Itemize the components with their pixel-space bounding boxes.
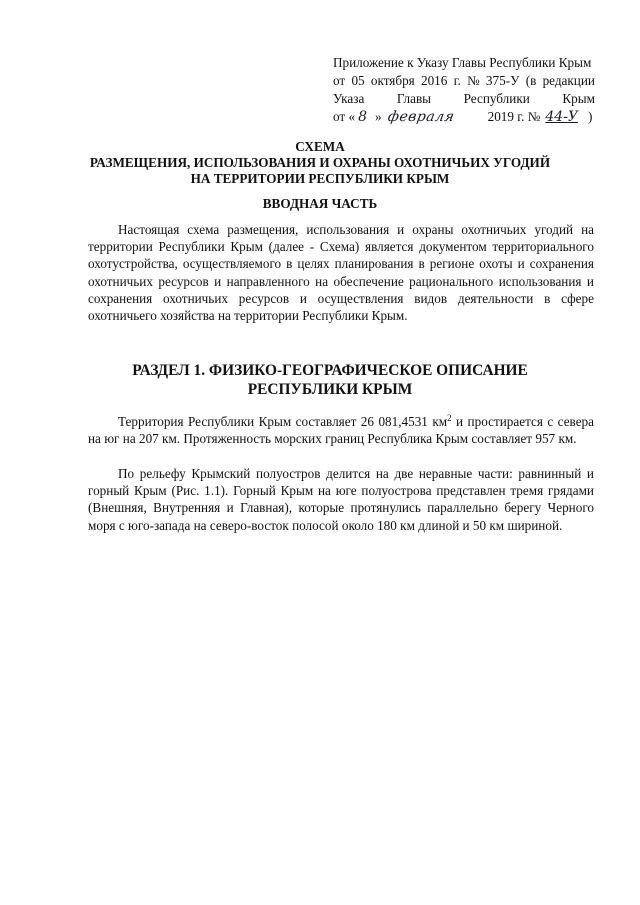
annex-date-prefix: от « [333, 109, 356, 124]
section-1-paragraph-1 [88, 413, 594, 447]
annex-word: Главы [396, 91, 432, 106]
annex-word: Республики [463, 91, 530, 106]
title-line-3: НА ТЕРРИТОРИИ РЕСПУБЛИКИ КРЫМ [190, 171, 450, 186]
annex-word: Указа [333, 91, 365, 106]
annex-line-4 [333, 108, 595, 126]
annex-header [333, 54, 595, 126]
section-1-heading [60, 361, 600, 399]
annex-date-suffix: ) [588, 109, 593, 124]
annex-year-number: 2019 г. № [487, 109, 541, 124]
section-1-heading-line-2: РЕСПУБЛИКИ КРЫМ [247, 381, 413, 398]
km-squared-superscript: 2 [447, 413, 452, 423]
annex-word: от [333, 73, 346, 88]
annex-word: октября [370, 73, 415, 88]
handwritten-day: 8 [358, 109, 367, 125]
title-line-2: РАЗМЕЩЕНИЯ, ИСПОЛЬЗОВАНИЯ И ОХРАНЫ ОХОТНИЧЬИХ УГОДИЙ [89, 155, 551, 170]
annex-word: 2016 [420, 73, 448, 88]
title-line-1: СХЕМА [295, 139, 345, 154]
paragraph-1-text-end: и простирается с севера на юг на 207 км. Протяженность морских границ Республика Крым составляет 957 км. [88, 414, 594, 447]
annex-word: редакции [542, 73, 595, 88]
intro-heading: ВВОДНАЯ ЧАСТЬ [262, 196, 378, 211]
annex-date-mid: » [375, 109, 382, 124]
annex-line-1 [333, 54, 595, 72]
paragraph-1-text: Территория Республики Крым составляет 26 081,4531 км [118, 414, 448, 429]
annex-word: г. [453, 73, 461, 88]
annex-word: (в [525, 73, 537, 88]
intro-paragraph-text: Настоящая схема размещения, использования и охраны охотничьих угодий на территории Республики Крым (далее - Схема) является документом территориального охотустройства, осуществляемого в целях планирования в регионе охоты и сохранения охотничьих ресурсов и направленного на обеспечение рационального использования и сохранения охотничьих ресурсов и осуществления видов деятельности в сфере охотничьего хозяйства на территории Республики Крым. [88, 222, 594, 324]
annex-line-2 [333, 72, 595, 90]
annex-word: Крым [562, 91, 595, 106]
document-title [60, 139, 580, 187]
handwritten-month: февраля [386, 109, 456, 125]
intro-paragraph [88, 221, 594, 324]
section-1-paragraph-2 [88, 465, 594, 534]
annex-line-1-text: Приложение к Указу Главы Республики Крым [333, 55, 592, 70]
section-1-heading-line-1: РАЗДЕЛ 1. ФИЗИКО-ГЕОГРАФИЧЕСКОЕ ОПИСАНИЕ [132, 362, 528, 379]
annex-word: № [467, 73, 480, 88]
handwritten-number: 44-У [545, 109, 579, 125]
annex-word: 05 [351, 73, 365, 88]
paragraph-2-text: По рельефу Крымский полуостров делится на две неравные части: равнинный и горный Крым (Рис. 1.1). Горный Крым на юге полуострова представлен тремя грядами (Внешняя, Внутренняя и Главная), которые протянулись параллельно берегу Черного моря с юго-запада на северо-восток полосой около 180 км длиной и 50 км шириной. [88, 466, 594, 533]
annex-line-3 [333, 90, 595, 108]
annex-word: 375-У [485, 73, 520, 88]
